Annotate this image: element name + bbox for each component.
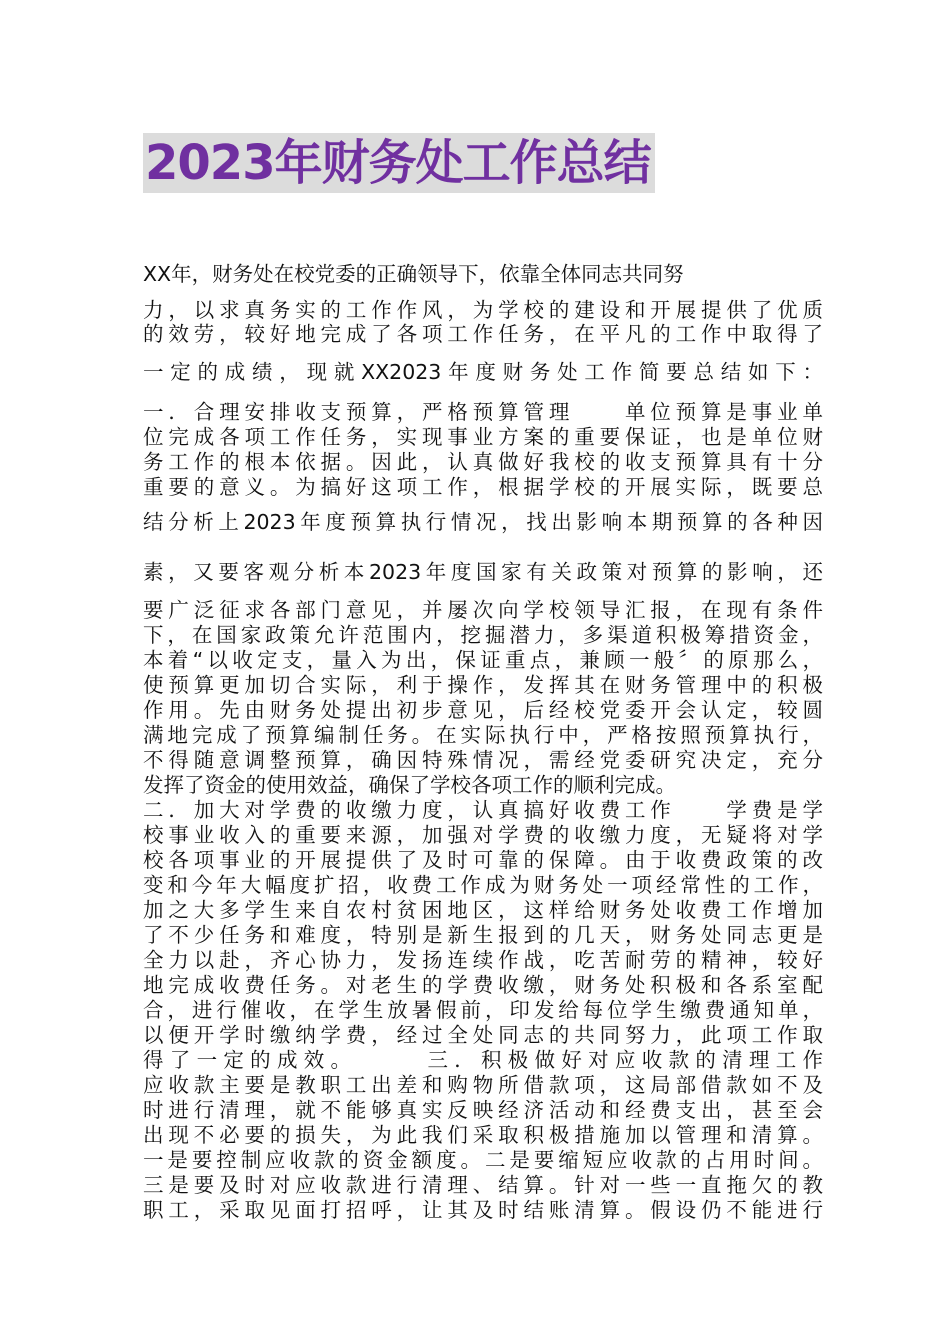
- body-line-21: 校各项事业的开展提供了及时可靠的保障。由于收费政策的改: [143, 848, 823, 872]
- body-line-22: 变和今年大幅度扩招，收费工作成为财务处一项经常性的工作，: [143, 873, 823, 897]
- document-title: 2023年财务处工作总结: [143, 133, 655, 193]
- body-line-15: 作用。先由财务处提出初步意见，后经校党委开会认定，较圆: [143, 698, 823, 722]
- body-line-24: 了不少任务和难度，特别是新生报到的几天，财务处同志更是: [143, 923, 823, 947]
- body-line-14: 使预算更加切合实际，利于操作，发挥其在财务管理中的积极: [143, 673, 823, 697]
- body-line-19: 二．加大对学费的收缴力度，认真搞好收费工作 学费是学: [143, 798, 823, 822]
- body-line-30: 应收款主要是教职工出差和购物所借款项，这局部借款如不及: [143, 1073, 823, 1097]
- body-line-34: 三是要及时对应收款进行清理、结算。针对一些一直拖欠的教: [143, 1173, 823, 1197]
- body-line-7: 务工作的根本依据。因此，认真做好我校的收支预算具有十分: [143, 450, 823, 474]
- body-line-2: 力，以求真务实的工作作风，为学校的建设和开展提供了优质: [143, 298, 823, 322]
- body-line-28: 以便开学时缴纳学费，经过全处同志的共同努力，此项工作取: [143, 1023, 823, 1047]
- body-line-32: 出现不必要的损失，为此我们采取积极措施加以管理和清算。: [143, 1123, 823, 1147]
- body-line-31: 时进行清理，就不能够真实反映经济活动和经费支出，甚至会: [143, 1098, 823, 1122]
- body-line-35: 职工，采取见面打招呼，让其及时结账清算。假设仍不能进行: [143, 1198, 823, 1222]
- body-line-27: 合，进行催收，在学生放暑假前，印发给每位学生缴费通知单，: [143, 998, 823, 1022]
- body-line-5: 一．合理安排收支预算，严格预算管理 单位预算是事业单: [143, 400, 823, 424]
- body-line-6: 位完成各项工作任务，实现事业方案的重要保证，也是单位财: [143, 425, 823, 449]
- body-line-4: 一定的成绩，现就XX2023年度财务处工作简要总结如下：: [143, 360, 823, 384]
- body-line-29: 得了一定的成效。 三．积极做好对应收款的清理工作: [143, 1048, 823, 1072]
- body-line-3: 的效劳，较好地完成了各项工作任务，在平凡的工作中取得了: [143, 322, 823, 346]
- body-line-8: 重要的意义。为搞好这项工作，根据学校的开展实际，既要总: [143, 475, 823, 499]
- body-line-9: 结分析上2023年度预算执行情况，找出影响本期预算的各种因: [143, 510, 823, 534]
- body-line-17: 不得随意调整预算，确因特殊情况，需经党委研究决定，充分: [143, 748, 823, 772]
- body-line-16: 满地完成了预算编制任务。在实际执行中，严格按照预算执行，: [143, 723, 823, 747]
- body-line-26: 地完成收费任务。对老生的学费收缴，财务处积极和各系室配: [143, 973, 823, 997]
- body-line-12: 下，在国家政策允许范围内，挖掘潜力，多渠道积极筹措资金，: [143, 623, 823, 647]
- body-line-1: XX年，财务处在校党委的正确领导下，依靠全体同志共同努: [143, 262, 684, 286]
- body-line-11: 要广泛征求各部门意见，并屡次向学校领导汇报，在现有条件: [143, 598, 823, 622]
- body-line-33: 一是要控制应收款的资金额度。二是要缩短应收款的占用时间。: [143, 1148, 823, 1172]
- body-line-25: 全力以赴，齐心协力，发扬连续作战，吃苦耐劳的精神，较好: [143, 948, 823, 972]
- body-line-20: 校事业收入的重要来源，加强对学费的收缴力度，无疑将对学: [143, 823, 823, 847]
- body-line-18: 发挥了资金的使用效益，确保了学校各项工作的顺利完成。: [143, 773, 676, 797]
- body-line-13: 本着“以收定支，量入为出，保证重点，兼顾一般〞的原那么，: [143, 648, 823, 672]
- body-line-10: 素，又要客观分析本2023年度国家有关政策对预算的影响，还: [143, 560, 823, 584]
- body-line-23: 加之大多学生来自农村贫困地区，这样给财务处收费工作增加: [143, 898, 823, 922]
